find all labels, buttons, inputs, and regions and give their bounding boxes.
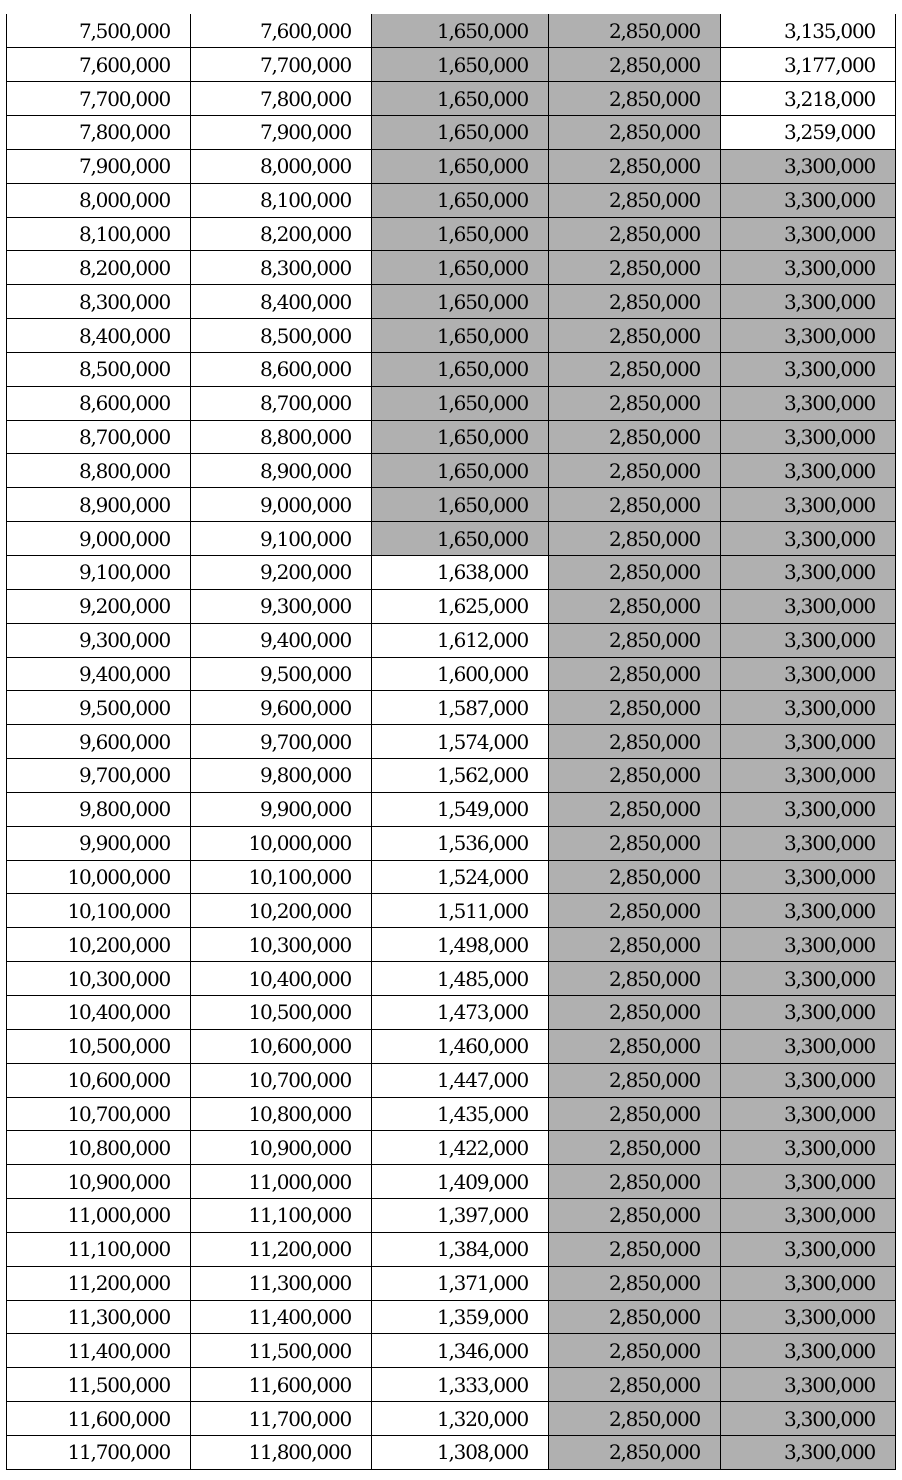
table-row: [7, 386, 896, 420]
col-1-cell: 10,400,000: [7, 995, 191, 1029]
table-row: [7, 454, 896, 488]
col-3-cell: 1,549,000: [372, 792, 549, 826]
col-4-cell: 2,850,000: [549, 82, 721, 116]
col-1-cell: 9,700,000: [7, 759, 191, 793]
table-body: [7, 14, 896, 1469]
col-2-cell: 7,700,000: [191, 48, 372, 82]
col-3-cell: 1,511,000: [372, 894, 549, 928]
table-row: [7, 1435, 896, 1469]
col-3-cell: 1,650,000: [372, 149, 549, 183]
col-4-cell: 2,850,000: [549, 285, 721, 319]
col-4-cell: 2,850,000: [549, 386, 721, 420]
table-row: [7, 792, 896, 826]
col-3-cell: 1,574,000: [372, 725, 549, 759]
table-row: [7, 556, 896, 590]
table-row: [7, 352, 896, 386]
col-5-cell: 3,300,000: [721, 1435, 896, 1469]
col-3-cell: 1,562,000: [372, 759, 549, 793]
col-5-cell: 3,135,000: [721, 14, 896, 48]
table-row: [7, 1199, 896, 1233]
col-5-cell: 3,300,000: [721, 1029, 896, 1063]
table-row: [7, 183, 896, 217]
col-2-cell: 7,900,000: [191, 116, 372, 150]
col-5-cell: 3,300,000: [721, 420, 896, 454]
col-5-cell: 3,300,000: [721, 217, 896, 251]
col-1-cell: 7,800,000: [7, 116, 191, 150]
col-5-cell: 3,300,000: [721, 759, 896, 793]
col-4-cell: 2,850,000: [549, 894, 721, 928]
col-1-cell: 8,300,000: [7, 285, 191, 319]
col-1-cell: 8,800,000: [7, 454, 191, 488]
col-1-cell: 11,200,000: [7, 1266, 191, 1300]
col-3-cell: 1,435,000: [372, 1097, 549, 1131]
col-2-cell: 8,700,000: [191, 386, 372, 420]
col-2-cell: 8,100,000: [191, 183, 372, 217]
table-row: [7, 759, 896, 793]
col-2-cell: 11,500,000: [191, 1334, 372, 1368]
col-5-cell: 3,300,000: [721, 1131, 896, 1165]
col-5-cell: 3,300,000: [721, 657, 896, 691]
col-3-cell: 1,650,000: [372, 116, 549, 150]
col-2-cell: 8,900,000: [191, 454, 372, 488]
col-1-cell: 9,300,000: [7, 623, 191, 657]
col-4-cell: 2,850,000: [549, 1232, 721, 1266]
col-5-cell: 3,300,000: [721, 1368, 896, 1402]
table-row: [7, 1029, 896, 1063]
col-4-cell: 2,850,000: [549, 1402, 721, 1436]
col-4-cell: 2,850,000: [549, 725, 721, 759]
col-5-cell: 3,300,000: [721, 623, 896, 657]
col-5-cell: 3,259,000: [721, 116, 896, 150]
col-5-cell: 3,300,000: [721, 522, 896, 556]
table-row: [7, 691, 896, 725]
table-row: [7, 522, 896, 556]
col-2-cell: 9,900,000: [191, 792, 372, 826]
col-4-cell: 2,850,000: [549, 183, 721, 217]
col-4-cell: 2,850,000: [549, 14, 721, 48]
col-4-cell: 2,850,000: [549, 826, 721, 860]
col-4-cell: 2,850,000: [549, 1435, 721, 1469]
col-4-cell: 2,850,000: [549, 217, 721, 251]
col-3-cell: 1,650,000: [372, 488, 549, 522]
col-4-cell: 2,850,000: [549, 691, 721, 725]
col-1-cell: 10,800,000: [7, 1131, 191, 1165]
col-5-cell: 3,300,000: [721, 488, 896, 522]
col-3-cell: 1,650,000: [372, 319, 549, 353]
col-1-cell: 11,100,000: [7, 1232, 191, 1266]
table-row: [7, 285, 896, 319]
col-1-cell: 9,200,000: [7, 589, 191, 623]
table-row: [7, 1300, 896, 1334]
col-1-cell: 9,800,000: [7, 792, 191, 826]
col-1-cell: 11,600,000: [7, 1402, 191, 1436]
col-5-cell: 3,300,000: [721, 860, 896, 894]
col-1-cell: 8,400,000: [7, 319, 191, 353]
col-5-cell: 3,300,000: [721, 1199, 896, 1233]
table-row: [7, 1165, 896, 1199]
col-3-cell: 1,650,000: [372, 183, 549, 217]
col-5-cell: 3,300,000: [721, 894, 896, 928]
table-row: [7, 319, 896, 353]
col-1-cell: 10,900,000: [7, 1165, 191, 1199]
col-4-cell: 2,850,000: [549, 522, 721, 556]
table-row: [7, 995, 896, 1029]
col-4-cell: 2,850,000: [549, 1300, 721, 1334]
col-1-cell: 8,100,000: [7, 217, 191, 251]
col-2-cell: 11,800,000: [191, 1435, 372, 1469]
col-4-cell: 2,850,000: [549, 1131, 721, 1165]
col-5-cell: 3,300,000: [721, 319, 896, 353]
col-3-cell: 1,308,000: [372, 1435, 549, 1469]
col-5-cell: 3,300,000: [721, 386, 896, 420]
col-5-cell: 3,300,000: [721, 691, 896, 725]
col-3-cell: 1,333,000: [372, 1368, 549, 1402]
col-2-cell: 9,800,000: [191, 759, 372, 793]
table-row: [7, 657, 896, 691]
col-5-cell: 3,300,000: [721, 285, 896, 319]
col-3-cell: 1,384,000: [372, 1232, 549, 1266]
col-1-cell: 9,500,000: [7, 691, 191, 725]
col-4-cell: 2,850,000: [549, 962, 721, 996]
col-5-cell: 3,300,000: [721, 1300, 896, 1334]
col-3-cell: 1,650,000: [372, 285, 549, 319]
col-1-cell: 10,700,000: [7, 1097, 191, 1131]
col-5-cell: 3,300,000: [721, 183, 896, 217]
col-1-cell: 11,300,000: [7, 1300, 191, 1334]
col-3-cell: 1,650,000: [372, 522, 549, 556]
table-row: [7, 1063, 896, 1097]
col-3-cell: 1,638,000: [372, 556, 549, 590]
col-2-cell: 9,200,000: [191, 556, 372, 590]
table-row: [7, 14, 896, 48]
table-row: [7, 1368, 896, 1402]
col-2-cell: 9,700,000: [191, 725, 372, 759]
col-5-cell: 3,300,000: [721, 1165, 896, 1199]
col-1-cell: 10,200,000: [7, 928, 191, 962]
col-4-cell: 2,850,000: [549, 488, 721, 522]
col-2-cell: 11,200,000: [191, 1232, 372, 1266]
col-5-cell: 3,218,000: [721, 82, 896, 116]
col-5-cell: 3,300,000: [721, 556, 896, 590]
table-row: [7, 928, 896, 962]
col-1-cell: 9,000,000: [7, 522, 191, 556]
col-2-cell: 9,300,000: [191, 589, 372, 623]
table-row: [7, 894, 896, 928]
col-5-cell: 3,300,000: [721, 928, 896, 962]
col-1-cell: 8,500,000: [7, 352, 191, 386]
table-row: [7, 488, 896, 522]
col-2-cell: 10,100,000: [191, 860, 372, 894]
col-3-cell: 1,625,000: [372, 589, 549, 623]
col-5-cell: 3,177,000: [721, 48, 896, 82]
col-2-cell: 8,400,000: [191, 285, 372, 319]
col-2-cell: 8,000,000: [191, 149, 372, 183]
col-3-cell: 1,650,000: [372, 48, 549, 82]
table-row: [7, 860, 896, 894]
table-row: [7, 48, 896, 82]
col-3-cell: 1,650,000: [372, 14, 549, 48]
col-5-cell: 3,300,000: [721, 792, 896, 826]
col-2-cell: 10,500,000: [191, 995, 372, 1029]
col-3-cell: 1,485,000: [372, 962, 549, 996]
col-1-cell: 11,700,000: [7, 1435, 191, 1469]
col-5-cell: 3,300,000: [721, 995, 896, 1029]
col-4-cell: 2,850,000: [549, 319, 721, 353]
col-4-cell: 2,850,000: [549, 149, 721, 183]
col-4-cell: 2,850,000: [549, 116, 721, 150]
col-2-cell: 8,200,000: [191, 217, 372, 251]
col-3-cell: 1,650,000: [372, 420, 549, 454]
col-2-cell: 9,400,000: [191, 623, 372, 657]
col-4-cell: 2,850,000: [549, 792, 721, 826]
col-4-cell: 2,850,000: [549, 1063, 721, 1097]
table-row: [7, 217, 896, 251]
col-5-cell: 3,300,000: [721, 149, 896, 183]
col-4-cell: 2,850,000: [549, 352, 721, 386]
col-3-cell: 1,473,000: [372, 995, 549, 1029]
col-1-cell: 9,900,000: [7, 826, 191, 860]
col-5-cell: 3,300,000: [721, 1402, 896, 1436]
col-3-cell: 1,612,000: [372, 623, 549, 657]
table-row: [7, 1232, 896, 1266]
table-row: [7, 251, 896, 285]
col-3-cell: 1,359,000: [372, 1300, 549, 1334]
col-3-cell: 1,650,000: [372, 386, 549, 420]
col-2-cell: 9,100,000: [191, 522, 372, 556]
col-5-cell: 3,300,000: [721, 589, 896, 623]
col-3-cell: 1,524,000: [372, 860, 549, 894]
col-3-cell: 1,320,000: [372, 1402, 549, 1436]
table-row: [7, 1402, 896, 1436]
col-3-cell: 1,650,000: [372, 352, 549, 386]
col-4-cell: 2,850,000: [549, 251, 721, 285]
col-3-cell: 1,422,000: [372, 1131, 549, 1165]
table-row: [7, 1097, 896, 1131]
col-4-cell: 2,850,000: [549, 1368, 721, 1402]
col-5-cell: 3,300,000: [721, 352, 896, 386]
col-4-cell: 2,850,000: [549, 623, 721, 657]
table-row: [7, 826, 896, 860]
col-1-cell: 9,400,000: [7, 657, 191, 691]
table-row: [7, 1131, 896, 1165]
col-1-cell: 9,100,000: [7, 556, 191, 590]
col-4-cell: 2,850,000: [549, 1266, 721, 1300]
col-2-cell: 8,600,000: [191, 352, 372, 386]
col-1-cell: 8,900,000: [7, 488, 191, 522]
col-4-cell: 2,850,000: [549, 556, 721, 590]
table-row: [7, 420, 896, 454]
table-row: [7, 1266, 896, 1300]
col-3-cell: 1,460,000: [372, 1029, 549, 1063]
col-5-cell: 3,300,000: [721, 962, 896, 996]
col-2-cell: 11,700,000: [191, 1402, 372, 1436]
col-1-cell: 11,500,000: [7, 1368, 191, 1402]
table-row: [7, 589, 896, 623]
col-1-cell: 9,600,000: [7, 725, 191, 759]
col-1-cell: 7,500,000: [7, 14, 191, 48]
col-1-cell: 8,700,000: [7, 420, 191, 454]
col-2-cell: 8,500,000: [191, 319, 372, 353]
col-4-cell: 2,850,000: [549, 657, 721, 691]
col-1-cell: 11,400,000: [7, 1334, 191, 1368]
col-2-cell: 10,600,000: [191, 1029, 372, 1063]
col-3-cell: 1,650,000: [372, 454, 549, 488]
table-row: [7, 725, 896, 759]
col-4-cell: 2,850,000: [549, 48, 721, 82]
col-2-cell: 10,700,000: [191, 1063, 372, 1097]
col-3-cell: 1,498,000: [372, 928, 549, 962]
table-row: [7, 623, 896, 657]
col-3-cell: 1,650,000: [372, 251, 549, 285]
col-2-cell: 9,000,000: [191, 488, 372, 522]
col-2-cell: 8,800,000: [191, 420, 372, 454]
col-5-cell: 3,300,000: [721, 1063, 896, 1097]
col-3-cell: 1,346,000: [372, 1334, 549, 1368]
table-row: [7, 149, 896, 183]
col-4-cell: 2,850,000: [549, 420, 721, 454]
col-5-cell: 3,300,000: [721, 725, 896, 759]
col-2-cell: 10,900,000: [191, 1131, 372, 1165]
col-4-cell: 2,850,000: [549, 589, 721, 623]
col-2-cell: 10,800,000: [191, 1097, 372, 1131]
col-5-cell: 3,300,000: [721, 1097, 896, 1131]
col-1-cell: 10,000,000: [7, 860, 191, 894]
col-1-cell: 10,100,000: [7, 894, 191, 928]
col-3-cell: 1,600,000: [372, 657, 549, 691]
col-2-cell: 10,200,000: [191, 894, 372, 928]
col-2-cell: 11,000,000: [191, 1165, 372, 1199]
col-2-cell: 9,600,000: [191, 691, 372, 725]
col-1-cell: 8,200,000: [7, 251, 191, 285]
col-2-cell: 9,500,000: [191, 657, 372, 691]
col-4-cell: 2,850,000: [549, 1097, 721, 1131]
col-4-cell: 2,850,000: [549, 1029, 721, 1063]
col-4-cell: 2,850,000: [549, 1334, 721, 1368]
col-2-cell: 8,300,000: [191, 251, 372, 285]
table-row: [7, 116, 896, 150]
col-2-cell: 11,600,000: [191, 1368, 372, 1402]
col-3-cell: 1,587,000: [372, 691, 549, 725]
col-3-cell: 1,397,000: [372, 1199, 549, 1233]
col-5-cell: 3,300,000: [721, 1334, 896, 1368]
col-3-cell: 1,447,000: [372, 1063, 549, 1097]
col-4-cell: 2,850,000: [549, 759, 721, 793]
col-5-cell: 3,300,000: [721, 826, 896, 860]
col-3-cell: 1,409,000: [372, 1165, 549, 1199]
col-2-cell: 11,300,000: [191, 1266, 372, 1300]
col-1-cell: 8,600,000: [7, 386, 191, 420]
table-row: [7, 962, 896, 996]
col-1-cell: 10,600,000: [7, 1063, 191, 1097]
col-3-cell: 1,650,000: [372, 217, 549, 251]
col-1-cell: 11,000,000: [7, 1199, 191, 1233]
col-4-cell: 2,850,000: [549, 860, 721, 894]
col-5-cell: 3,300,000: [721, 454, 896, 488]
col-3-cell: 1,371,000: [372, 1266, 549, 1300]
col-4-cell: 2,850,000: [549, 995, 721, 1029]
col-5-cell: 3,300,000: [721, 1266, 896, 1300]
col-1-cell: 7,700,000: [7, 82, 191, 116]
col-1-cell: 10,300,000: [7, 962, 191, 996]
col-5-cell: 3,300,000: [721, 251, 896, 285]
col-2-cell: 10,000,000: [191, 826, 372, 860]
col-3-cell: 1,650,000: [372, 82, 549, 116]
col-1-cell: 7,900,000: [7, 149, 191, 183]
col-4-cell: 2,850,000: [549, 1165, 721, 1199]
col-4-cell: 2,850,000: [549, 1199, 721, 1233]
col-4-cell: 2,850,000: [549, 454, 721, 488]
col-2-cell: 10,300,000: [191, 928, 372, 962]
col-1-cell: 7,600,000: [7, 48, 191, 82]
col-2-cell: 7,800,000: [191, 82, 372, 116]
table-row: [7, 1334, 896, 1368]
col-1-cell: 8,000,000: [7, 183, 191, 217]
col-5-cell: 3,300,000: [721, 1232, 896, 1266]
col-4-cell: 2,850,000: [549, 928, 721, 962]
col-1-cell: 10,500,000: [7, 1029, 191, 1063]
table-row: [7, 82, 896, 116]
col-2-cell: 7,600,000: [191, 14, 372, 48]
col-2-cell: 10,400,000: [191, 962, 372, 996]
col-3-cell: 1,536,000: [372, 826, 549, 860]
data-table: [6, 14, 896, 1470]
col-2-cell: 11,400,000: [191, 1300, 372, 1334]
col-2-cell: 11,100,000: [191, 1199, 372, 1233]
